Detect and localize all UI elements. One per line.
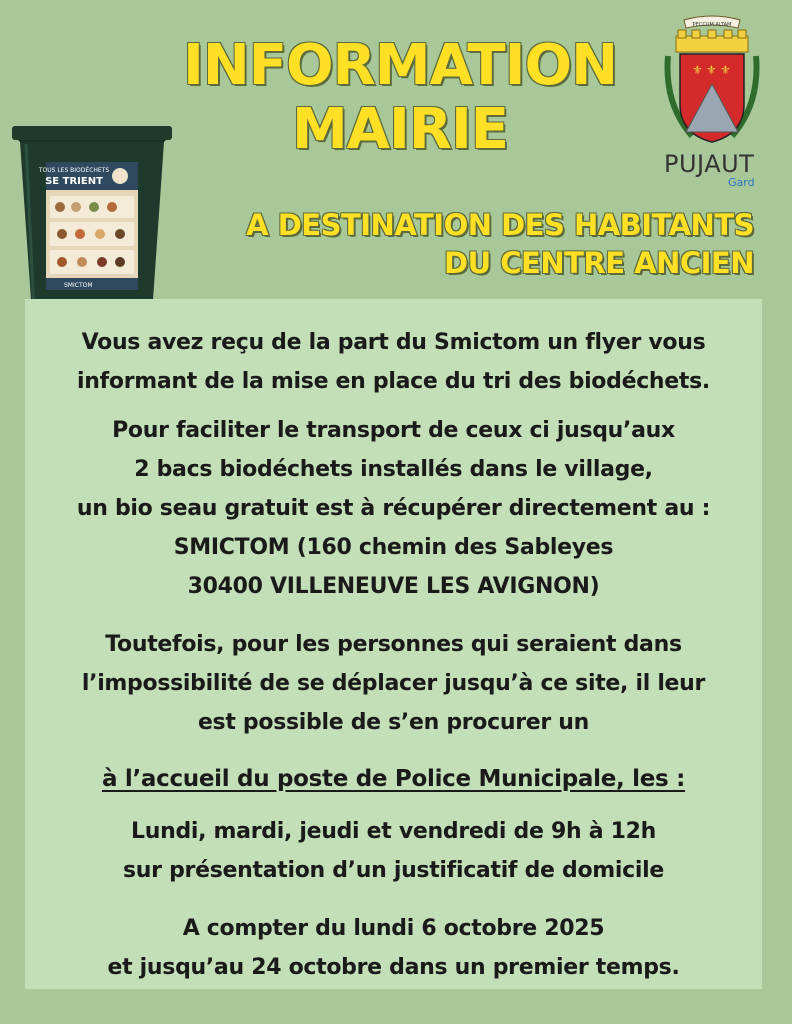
text-line: l’impossibilité de se déplacer jusqu’à ce site, il leur (81, 671, 706, 696)
paragraph-alternative (25, 625, 762, 742)
svg-text:⚜: ⚜ (720, 63, 731, 77)
subtitle-line-2: DU CENTRE ANCIEN (444, 246, 754, 280)
svg-text:⚜: ⚜ (706, 63, 717, 77)
subtitle-line-1: A DESTINATION DES HABITANTS (246, 208, 754, 242)
text-line: SMICTOM (160 chemin des Sableyes (173, 535, 614, 560)
underlined-location: à l’accueil du poste de Police Municipale, les : (101, 766, 686, 792)
town-name: PUJAUT (664, 150, 755, 178)
paragraph-location (25, 760, 762, 799)
page-subtitle (154, 206, 754, 282)
paragraph-hours (25, 812, 762, 890)
bin-label-line-1: TOUS LES BIODÉCHETS (38, 167, 110, 174)
page-title (140, 34, 660, 162)
town-crest-logo (662, 14, 762, 154)
text-line: Lundi, mardi, jeudi et vendredi de 9h à 12h (131, 819, 656, 844)
text-line: un bio seau gratuit est à récupérer directement au : (76, 496, 711, 521)
text-line: et jusqu’au 24 octobre dans un premier temps. (107, 955, 680, 980)
text-line: est possible de s’en procurer un (197, 710, 590, 735)
title-line-1: INFORMATION (183, 33, 617, 98)
text-line: 30400 VILLENEUVE LES AVIGNON) (187, 574, 600, 599)
text-line: A compter du lundi 6 octobre 2025 (182, 916, 605, 941)
title-line-2: MAIRIE (291, 97, 509, 162)
text-line: 2 bacs biodéchets installés dans le village, (134, 457, 653, 482)
text-line: Vous avez reçu de la part du Smictom un flyer vous (81, 330, 706, 355)
info-panel (25, 299, 762, 989)
text-line: Toutefois, pour les personnes qui seraient dans (105, 632, 682, 657)
crest-motto: PECCUM ALTAM (692, 22, 732, 28)
compost-bin-image (12, 122, 172, 318)
text-line: informant de la mise en place du tri des biodéchets. (77, 369, 710, 394)
bin-label-line-2: SE TRIENT (45, 176, 103, 187)
svg-text:⚜: ⚜ (692, 63, 703, 77)
town-region: Gard (728, 176, 755, 189)
text-line: sur présentation d’un justificatif de domicile (123, 858, 664, 883)
paragraph-pickup (25, 411, 762, 606)
text-line: Pour faciliter le transport de ceux ci jusqu’aux (112, 418, 675, 443)
bin-brand: SMICTOM (64, 282, 93, 289)
paragraph-dates (25, 909, 762, 987)
paragraph-flyer (25, 323, 762, 401)
